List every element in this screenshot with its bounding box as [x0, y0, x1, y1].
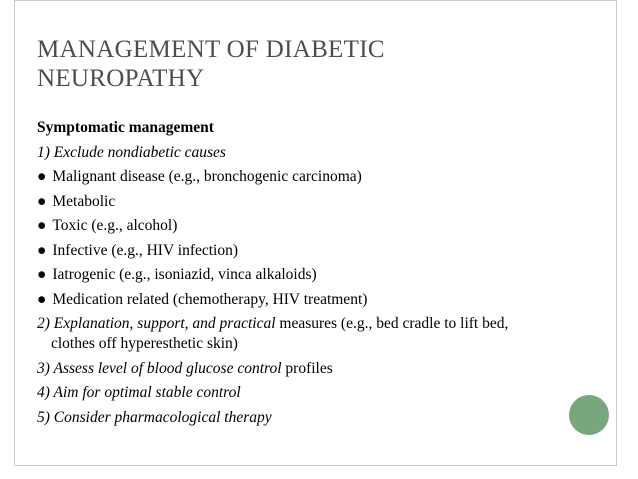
bullet-text: Malignant disease (e.g., bronchogenic carcinoma): [52, 168, 362, 185]
step-3-normal: profiles: [281, 359, 333, 377]
bullet-icon: ●: [37, 266, 47, 283]
bullet-icon: ●: [37, 168, 47, 185]
bullet-text: Medication related (chemotherapy, HIV treatment): [52, 290, 368, 308]
slide-body: [37, 118, 585, 432]
bullet-text: Toxic (e.g., alcohol): [52, 217, 178, 234]
bullet-item: [37, 290, 585, 315]
step-5: 5) Consider pharmacological therapy: [37, 408, 272, 426]
step-2-continuation: clothes off hyperesthetic skin): [51, 335, 238, 352]
bullet-text: Iatrogenic (e.g., isoniazid, vinca alkaloids): [52, 266, 317, 283]
bullet-icon: ●: [37, 192, 47, 210]
title-line-1: MANAGEMENT OF DIABETIC: [37, 36, 385, 63]
bullet-item: [37, 241, 585, 266]
accent-circle-icon: [569, 395, 609, 435]
bullet-item: [37, 192, 585, 217]
title-line-2: NEUROPATHY: [37, 65, 205, 92]
page-title: [37, 35, 577, 93]
step-2-normal: measures (e.g., bed cradle to lift bed,: [275, 315, 509, 332]
step-4: 4) Aim for optimal stable control: [37, 384, 241, 401]
step-2-italic: 2) Explanation, support, and practical: [37, 315, 276, 332]
bullet-item: [37, 216, 585, 241]
step-3-italic: 3) Assess level of blood glucose control: [37, 359, 282, 377]
step-1: 1) Exclude nondiabetic causes: [37, 143, 226, 161]
bullet-icon: ●: [37, 290, 47, 308]
bullet-text: Metabolic: [52, 192, 116, 210]
subheading: Symptomatic management: [37, 119, 214, 136]
bullet-item: [37, 265, 585, 290]
bullet-icon: ●: [37, 217, 47, 234]
bullet-icon: ●: [37, 241, 47, 259]
bullet-item: [37, 167, 585, 192]
bullet-text: Infective (e.g., HIV infection): [52, 241, 239, 259]
step-3: [37, 359, 585, 384]
step-2: [37, 314, 585, 354]
